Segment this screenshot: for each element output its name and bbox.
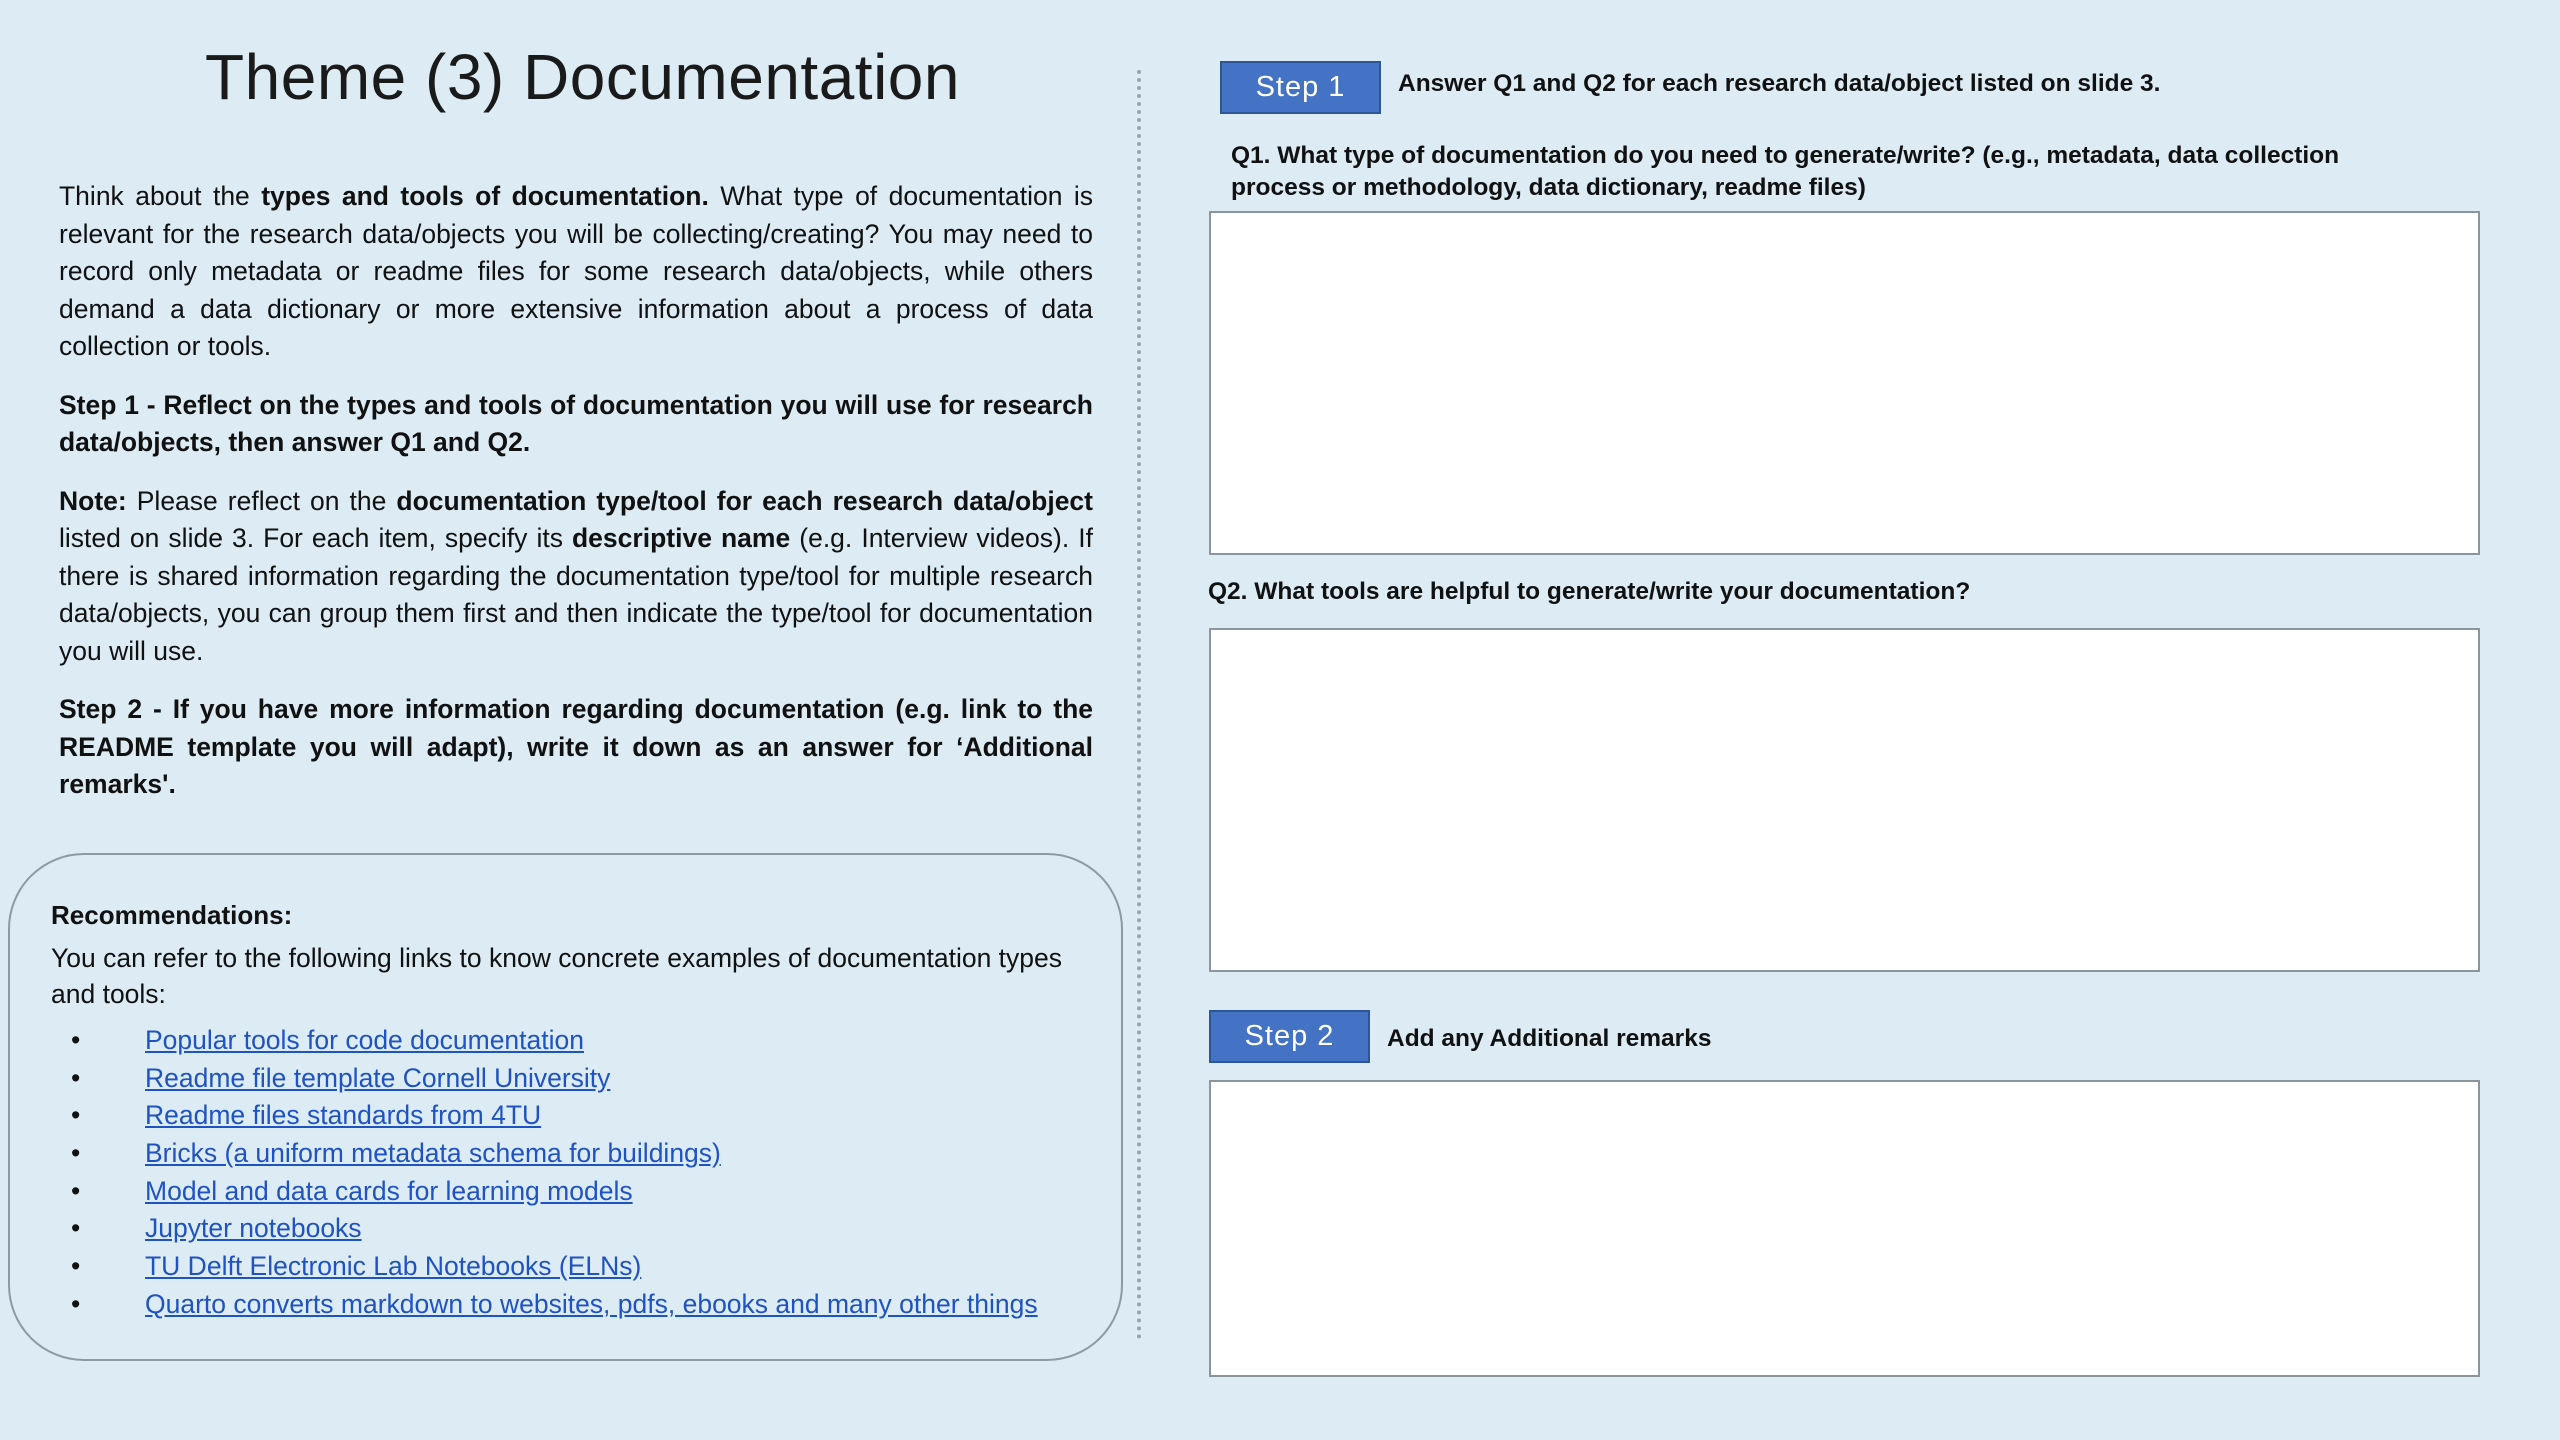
bullet: •	[71, 1062, 81, 1093]
list-item	[51, 1286, 1038, 1324]
bullet: •	[71, 1288, 81, 1319]
step2-text: Step 2 - If you have more information regarding documentation (e.g. link to the README template you will adapt), write it down as an answer for ‘Additional remarks'.	[59, 694, 1093, 799]
list-item	[51, 1173, 1038, 1211]
link-model-data-cards[interactable]: Model and data cards for learning models	[145, 1175, 633, 1206]
intro-paragraph	[59, 178, 1093, 366]
q2-answer-box[interactable]	[1209, 628, 2480, 972]
bullet: •	[71, 1175, 81, 1206]
page-title: Theme (3) Documentation	[205, 41, 960, 113]
link-readme-standards-4tu[interactable]: Readme files standards from 4TU	[145, 1100, 542, 1131]
bullet: •	[71, 1025, 81, 1055]
note-paragraph	[59, 483, 1093, 671]
note-text-1: Please reflect on the	[126, 485, 397, 516]
step1-instruction: Answer Q1 and Q2 for each research data/object listed on slide 3.	[1398, 70, 2161, 97]
list-item	[51, 1022, 1038, 1060]
note-bold-2: documentation type/tool for each research data/object	[396, 485, 1093, 516]
step1-text: Step 1 - Reflect on the types and tools of documentation you will use for research data/objects, then answer Q1 and Q2.	[59, 389, 1093, 457]
step2-instruction: Add any Additional remarks	[1387, 1025, 1712, 1052]
link-quarto[interactable]: Quarto converts markdown to websites, pdfs, ebooks and many other things	[145, 1288, 1038, 1319]
note-bold-1: Note:	[59, 485, 127, 516]
intro-bold: types and tools of documentation.	[261, 181, 709, 211]
recommendations-title: Recommendations:	[51, 900, 293, 930]
recommendations-intro: You can refer to the following links to know concrete examples of documentation types and tools:	[51, 943, 1063, 1009]
link-code-documentation-tools[interactable]: Popular tools for code documentation	[145, 1025, 584, 1055]
q1-answer-box[interactable]	[1209, 211, 2480, 555]
vertical-divider	[1137, 70, 1141, 1340]
note-bold-3: descriptive name	[572, 523, 791, 553]
intro-text-1: Think about the	[59, 181, 262, 211]
link-tu-delft-elns[interactable]: TU Delft Electronic Lab Notebooks (ELNs)	[145, 1251, 642, 1282]
additional-remarks-box[interactable]	[1209, 1080, 2480, 1377]
link-jupyter-notebooks[interactable]: Jupyter notebooks	[145, 1213, 362, 1244]
list-item	[51, 1135, 1038, 1173]
bullet: •	[71, 1138, 81, 1169]
list-item	[51, 1060, 1038, 1098]
list-item	[51, 1248, 1038, 1286]
note-text-2: listed on slide 3. For each item, specify its	[59, 523, 572, 553]
list-item	[51, 1210, 1038, 1248]
q2-label: Q2. What tools are helpful to generate/write your documentation?	[1208, 578, 1971, 605]
bullet: •	[71, 1100, 81, 1131]
link-readme-template-cornell[interactable]: Readme file template Cornell University	[145, 1062, 611, 1093]
step1-paragraph	[59, 387, 1093, 462]
note-text-3: (e.g. Interview videos). If there is shared information regarding the documentation type/tool for multiple research data/objects, you can group them first and then indicate the type/tool for documentation you will use.	[59, 523, 1093, 666]
recommendations-list	[51, 1022, 1038, 1324]
step2-paragraph	[59, 691, 1093, 804]
list-item	[51, 1097, 1038, 1135]
instructions-text	[59, 178, 1093, 825]
bullet: •	[71, 1251, 81, 1282]
link-bricks-schema[interactable]: Bricks (a uniform metadata schema for buildings)	[145, 1138, 721, 1169]
bullet: •	[71, 1213, 81, 1244]
intro-text-2: What type of documentation is relevant for the research data/objects you will be collecting/creating? You may need to record only metadata or readme files for some research data/objects, while others demand a data dictionary or more extensive information about a process of data collection or tools.	[59, 181, 1093, 361]
step2-badge: Step 2	[1209, 1010, 1370, 1063]
step1-badge: Step 1	[1220, 61, 1381, 114]
q1-label: Q1. What type of documentation do you need to generate/write? (e.g., metadata, data collection process or methodology, data dictionary, readme files)	[1231, 142, 2340, 201]
